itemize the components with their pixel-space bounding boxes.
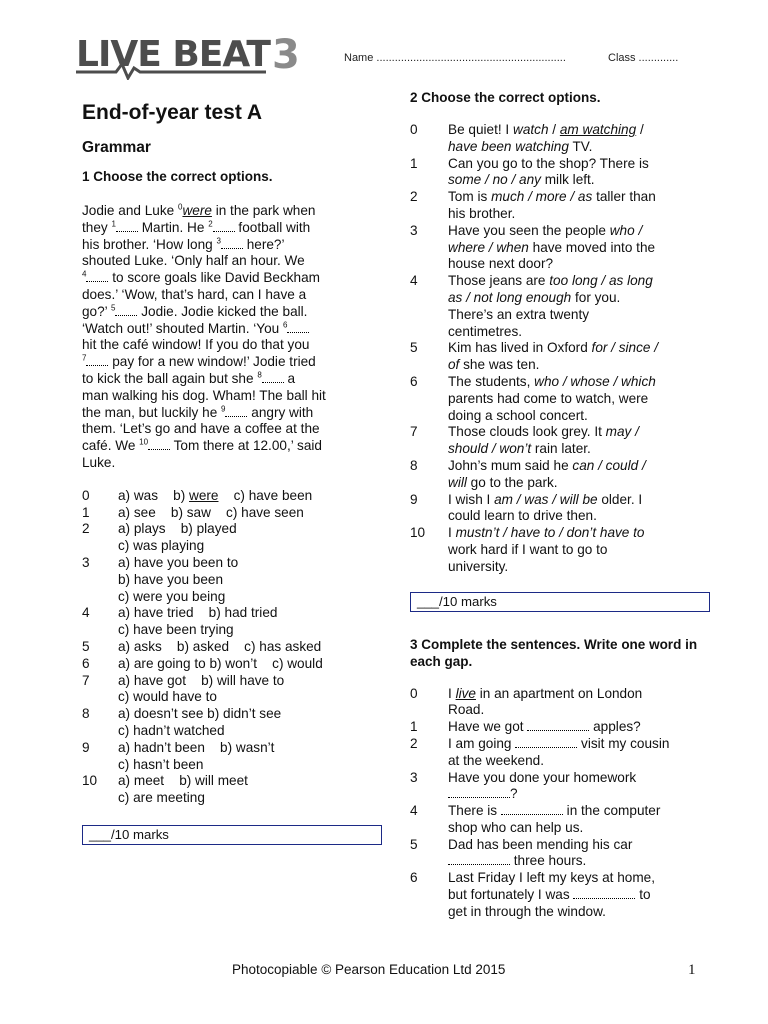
option-row: 5 a) asks b) asked c) has asked bbox=[82, 638, 322, 654]
answer-gap[interactable] bbox=[115, 305, 137, 316]
answer-gap[interactable] bbox=[262, 372, 284, 383]
exercise-3-item: 0 I live in an apartment on London Road. bbox=[410, 685, 643, 718]
exercise-2-heading: 2 Choose the correct options. bbox=[410, 90, 601, 105]
exercise-2-marks-box[interactable]: ___/10 marks bbox=[410, 592, 710, 612]
exercise-1-passage bbox=[82, 203, 382, 472]
option-row: 7 a) have got b) will have to bbox=[82, 672, 285, 688]
passage-line: man walking his dog. Wham! The ball hit bbox=[82, 387, 326, 403]
option-row: 4 a) have tried b) had tried bbox=[82, 605, 278, 621]
exercise-1-options bbox=[82, 488, 382, 807]
passage-line: to kick the ball again but she $^8$ a bbox=[82, 370, 296, 386]
answer-gap[interactable] bbox=[213, 221, 235, 232]
page-number: 1 bbox=[688, 962, 696, 978]
option-row: 2 a) plays b) played bbox=[82, 521, 237, 537]
live-beat-logo bbox=[76, 30, 306, 80]
exercise-2-item: 3 Have you seen the people who / where / when have moved into the house next door? bbox=[410, 222, 656, 272]
option-row: c) was playing bbox=[118, 538, 205, 554]
exercise-3-item: 5 Dad has been mending his car three hours. bbox=[410, 836, 633, 869]
exercise-2-item: 9 I wish I am / was / will be older. I could learn to drive then. bbox=[410, 491, 643, 524]
option-row: c) hasn’t been bbox=[118, 756, 204, 772]
passage-line: his brother. ‘How long $^3$ here?’ bbox=[82, 236, 285, 252]
right-column bbox=[410, 80, 710, 921]
exercise-3-heading: 3 Complete the sentences. Write one word in each gap. bbox=[410, 636, 698, 669]
answer-gap[interactable] bbox=[287, 322, 309, 333]
passage-line: does.’ ‘Wow, that’s hard, can I have a bbox=[82, 286, 307, 302]
passage-line: $^7$ pay for a new window!’ Jodie tried bbox=[82, 353, 316, 370]
exercise-2-item: 5 Kim has lived in Oxford for / since / of she was ten. bbox=[410, 340, 659, 373]
option-row: 8 a) doesn’t see b) didn’t see bbox=[82, 706, 282, 722]
passage-line: they $^1$ Martin. He $^2$ football with bbox=[82, 219, 311, 235]
passage-line: go?’ $^5$ Jodie. Jodie kicked the ball. bbox=[82, 303, 308, 319]
svg-text:LIVE BEAT: LIVE BEAT bbox=[76, 34, 270, 75]
passage-line: café. We $^{10}$ Tom there at 12.00,’ said bbox=[82, 437, 322, 454]
passage-line: the man, but luckily he $^9$ angry with bbox=[82, 404, 314, 420]
option-row: 1 a) see b) saw c) have seen bbox=[82, 504, 304, 520]
answer-gap[interactable] bbox=[86, 271, 108, 282]
exercise-3-items bbox=[410, 686, 710, 921]
exercise-1-heading: 1 Choose the correct options. bbox=[82, 169, 273, 184]
passage-line: Jodie and Luke $^0$were in the park when bbox=[82, 202, 316, 218]
exercise-2-item: 0 Be quiet! I watch / am watching / have been watching TV. bbox=[410, 122, 644, 154]
exercise-3-item: 2 I am going visit my cousin at the weekend. bbox=[410, 735, 670, 768]
option-row: c) hadn’t watched bbox=[118, 722, 225, 738]
exercise-2-item: 8 John’s mum said he can / could / will go to the park. bbox=[410, 457, 646, 490]
passage-line: ‘Watch out!’ shouted Martin. ‘You $^6$ bbox=[82, 321, 382, 338]
passage-line: Luke. bbox=[82, 454, 116, 470]
answer-gap[interactable] bbox=[221, 238, 243, 249]
option-row: b) have you been bbox=[118, 571, 224, 587]
class-field[interactable]: Class ............. bbox=[608, 52, 679, 64]
exercise-2-item: 2 Tom is much / more / as taller than his brother. bbox=[410, 189, 656, 221]
exercise-3-item: 1 Have we got apples? bbox=[410, 719, 641, 735]
option-row: c) were you being bbox=[118, 588, 226, 604]
left-column bbox=[82, 80, 382, 845]
answer-gap[interactable] bbox=[86, 355, 108, 366]
section-grammar: Grammar bbox=[82, 139, 151, 156]
exercise-1-marks-box[interactable]: ___/10 marks bbox=[82, 825, 382, 845]
answer-gap[interactable] bbox=[225, 406, 247, 417]
copyright: Photocopiable © Pearson Education Ltd 2015 bbox=[232, 962, 506, 977]
option-row: 10 a) meet b) will meet bbox=[82, 773, 248, 789]
passage-line: them. ‘Let’s go and have a coffee at the bbox=[82, 421, 320, 437]
exercise-3-item: 4 There is in the computer shop who can help us. bbox=[410, 803, 661, 835]
passage-line: $^4$ to score goals like David Beckham bbox=[82, 269, 321, 286]
exercise-2-items bbox=[410, 122, 710, 576]
exercise-2-item: 4 Those jeans are too long / as long as / not long enough for you. There’s an extra twenty centimetres. bbox=[410, 273, 653, 339]
exercise-2-item: 10 I mustn’t / have to / don’t have to work hard if I want to go to university. bbox=[410, 525, 645, 574]
option-row: c) have been trying bbox=[118, 622, 234, 638]
name-field[interactable]: Name .............................................................. bbox=[344, 52, 566, 64]
page-title: End-of-year test A bbox=[82, 101, 263, 124]
passage-line: shouted Luke. ‘Only half an hour. We bbox=[82, 253, 305, 269]
option-row: c) would have to bbox=[118, 689, 217, 705]
passage-line: hit the café window! If you do that you bbox=[82, 337, 310, 353]
option-row: 0 a) was b) were c) have been bbox=[82, 487, 313, 503]
option-row: 9 a) hadn’t been b) wasn’t bbox=[82, 739, 275, 755]
option-row: 6 a) are going to b) won’t c) would bbox=[82, 655, 323, 671]
exercise-2-item: 6 The students, who / whose / which parents had come to watch, were doing a school concert. bbox=[410, 373, 656, 423]
answer-gap[interactable] bbox=[148, 439, 170, 450]
exercise-3-item: 6 Last Friday I left my keys at home, but fortunately I was to get in through the window. bbox=[410, 870, 655, 919]
answer-gap: were bbox=[182, 203, 212, 218]
svg-text:3: 3 bbox=[272, 32, 300, 78]
exercise-2-item: 7 Those clouds look grey. It may / should / won’t rain later. bbox=[410, 424, 639, 457]
exercise-2-item: 1 Can you go to the shop? There is some / no / any milk left. bbox=[410, 155, 649, 188]
option-row: c) are meeting bbox=[118, 790, 205, 806]
option-row: 3 a) have you been to bbox=[82, 554, 239, 570]
exercise-3-item: 3 Have you done your homework ? bbox=[410, 769, 637, 802]
answer-gap[interactable] bbox=[116, 221, 138, 232]
